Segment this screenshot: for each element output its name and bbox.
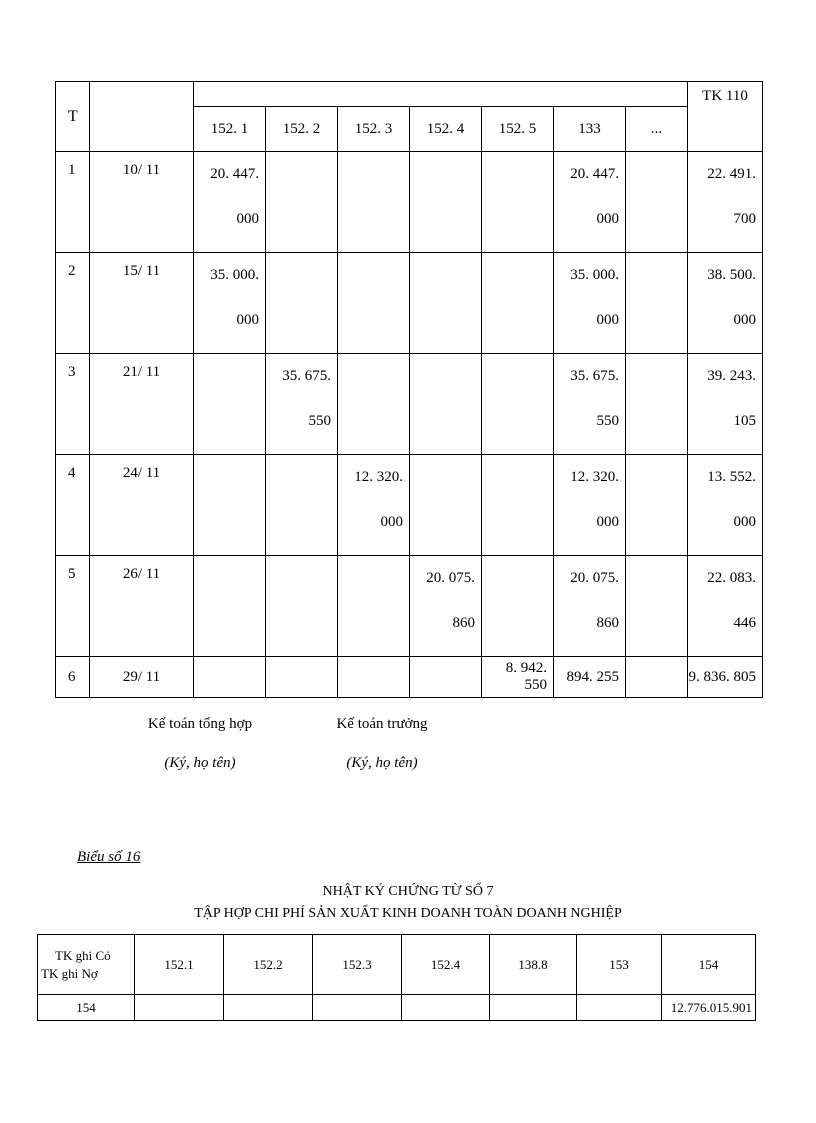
row-number: 1	[56, 152, 90, 253]
journal-table	[37, 934, 756, 1021]
table-row	[56, 152, 763, 253]
header-account-1521: 152. 1	[194, 107, 266, 152]
cell-1521	[194, 354, 266, 455]
cell-1525	[482, 152, 554, 253]
journal-cell	[402, 995, 490, 1021]
cell-more	[626, 152, 688, 253]
ledger-body	[56, 152, 763, 657]
amount-line: 000	[733, 312, 757, 328]
amount-line: 20. 075.	[426, 570, 475, 586]
journal-cell	[313, 995, 402, 1021]
cell-more	[626, 253, 688, 354]
cell-1521	[194, 152, 266, 253]
header-tk110: TK 110	[688, 82, 763, 152]
amount-line: 000	[733, 514, 757, 530]
cell-1522	[266, 455, 338, 556]
amount-line: 38. 500.	[707, 267, 757, 283]
cell-more	[626, 556, 688, 657]
amount-line: 20. 447.	[570, 166, 619, 182]
signature-general-accountant	[140, 716, 260, 772]
amount-line: 35. 675.	[570, 368, 619, 384]
row-number: 2	[56, 253, 90, 354]
signature-role: Kế toán trưởng	[336, 716, 428, 732]
cell-1524	[410, 657, 482, 698]
cell-1523	[338, 253, 410, 354]
journal-row-account: 154	[38, 995, 135, 1021]
signature-chief-accountant	[322, 716, 442, 772]
cell-tk110: 9. 836. 805	[688, 657, 763, 698]
row-date: 15/ 11	[90, 253, 194, 354]
amount-line: 000	[236, 211, 259, 227]
amount-line: 22. 083.	[707, 570, 757, 586]
cell-1523	[338, 657, 410, 698]
journal-row	[38, 995, 756, 1021]
header-credit-span	[194, 82, 688, 107]
form-label: Biểu số 16	[77, 849, 141, 865]
cell-more	[626, 354, 688, 455]
journal-cell	[135, 995, 224, 1021]
header-account-1523: 152. 3	[338, 107, 410, 152]
journal-col-1388: 138.8	[490, 935, 577, 995]
cell-1523	[338, 455, 410, 556]
cell-more	[626, 455, 688, 556]
table-row	[56, 657, 763, 698]
journal-col-1523: 152.3	[313, 935, 402, 995]
cell-1525	[482, 253, 554, 354]
cell-133	[554, 253, 626, 354]
cell-1522	[266, 657, 338, 698]
cell-1524	[410, 556, 482, 657]
amount-line: 22. 491.	[707, 166, 757, 182]
journal-cell	[577, 995, 662, 1021]
cell-1522	[266, 253, 338, 354]
amount-line: 000	[596, 514, 619, 530]
row-date: 26/ 11	[90, 556, 194, 657]
row-number: 5	[56, 556, 90, 657]
amount-line: 550	[308, 413, 331, 429]
journal-title	[0, 881, 816, 925]
journal-col-1524: 152.4	[402, 935, 490, 995]
cell-tk110	[688, 455, 763, 556]
cell-1525: 8. 942. 550	[482, 657, 554, 698]
journal-cell	[490, 995, 577, 1021]
amount-line: 13. 552.	[707, 469, 757, 485]
cell-tk110	[688, 354, 763, 455]
cell-1521	[194, 657, 266, 698]
row-number: 4	[56, 455, 90, 556]
cell-1525	[482, 354, 554, 455]
amount-line: 000	[596, 211, 619, 227]
cell-1523	[338, 152, 410, 253]
journal-header-row	[38, 935, 756, 995]
cell-133	[554, 455, 626, 556]
amount-line: 35. 000.	[210, 267, 259, 283]
diag-credit-label: TK ghi Có	[55, 947, 111, 963]
journal-title-line1: NHẬT KÝ CHỨNG TỪ SỐ 7	[322, 884, 494, 899]
amount-line: 12. 320.	[354, 469, 403, 485]
journal-col-1522: 152.2	[224, 935, 313, 995]
header-row-top	[56, 82, 763, 107]
signature-role: Kế toán tổng hợp	[147, 716, 253, 732]
header-account-1522: 152. 2	[266, 107, 338, 152]
amount-line: 550	[596, 413, 619, 429]
amount-line: 20. 075.	[570, 570, 619, 586]
amount-line: 39. 243.	[707, 368, 757, 384]
cell-more	[626, 657, 688, 698]
journal-col-153: 153	[577, 935, 662, 995]
table-row	[56, 253, 763, 354]
journal-col-154: 154	[662, 935, 756, 995]
amount-line: 860	[596, 615, 619, 631]
row-number: 6	[56, 657, 90, 698]
cell-1524	[410, 354, 482, 455]
journal-cell	[224, 995, 313, 1021]
cell-133	[554, 556, 626, 657]
cell-1525	[482, 556, 554, 657]
row-date: 29/ 11	[90, 657, 194, 698]
header-account-more: ...	[626, 107, 688, 152]
cell-1524	[410, 152, 482, 253]
cell-133	[554, 354, 626, 455]
amount-line: 35. 000.	[570, 267, 619, 283]
amount-line: 860	[452, 615, 475, 631]
amount-line: 700	[733, 211, 757, 227]
cell-tk110	[688, 152, 763, 253]
journal-title-line2: TẬP HỢP CHI PHÍ SẢN XUẤT KINH DOANH TOÀN DOANH NGHIỆP	[194, 906, 622, 921]
amount-line: 000	[236, 312, 259, 328]
cell-1521	[194, 253, 266, 354]
amount-line: 446	[733, 615, 757, 631]
purchase-ledger-table	[55, 81, 763, 698]
cell-133	[554, 152, 626, 253]
cell-133: 894. 255	[554, 657, 626, 698]
header-account-1525: 152. 5	[482, 107, 554, 152]
header-t: T	[56, 82, 90, 152]
amount-line: 000	[380, 514, 403, 530]
cell-1521	[194, 455, 266, 556]
cell-tk110	[688, 253, 763, 354]
cell-1522	[266, 152, 338, 253]
amount-line: 20. 447.	[210, 166, 259, 182]
amount-line: 000	[596, 312, 619, 328]
cell-1523	[338, 556, 410, 657]
table-row	[56, 354, 763, 455]
cell-1524	[410, 455, 482, 556]
cell-1522	[266, 354, 338, 455]
cell-1525	[482, 455, 554, 556]
row-date: 10/ 11	[90, 152, 194, 253]
amount-line: 12. 320.	[570, 469, 619, 485]
journal-col-1521: 152.1	[135, 935, 224, 995]
row-date: 21/ 11	[90, 354, 194, 455]
journal-cell-154: 12.776.015.901	[662, 995, 756, 1021]
signature-note: (Ký, họ tên)	[164, 755, 236, 771]
row-number: 3	[56, 354, 90, 455]
header-account-133: 133	[554, 107, 626, 152]
cell-1524	[410, 253, 482, 354]
cell-1521	[194, 556, 266, 657]
journal-diagonal-header	[38, 935, 135, 995]
signature-note: (Ký, họ tên)	[346, 755, 418, 771]
amount-line: 105	[733, 413, 757, 429]
cell-1523	[338, 354, 410, 455]
table-row	[56, 556, 763, 657]
header-date-blank	[90, 82, 194, 152]
diag-debit-label: TK ghi Nợ	[41, 965, 98, 981]
row-date: 24/ 11	[90, 455, 194, 556]
amount-line: 35. 675.	[282, 368, 331, 384]
cell-tk110	[688, 556, 763, 657]
table-row	[56, 455, 763, 556]
cell-1522	[266, 556, 338, 657]
header-account-1524: 152. 4	[410, 107, 482, 152]
